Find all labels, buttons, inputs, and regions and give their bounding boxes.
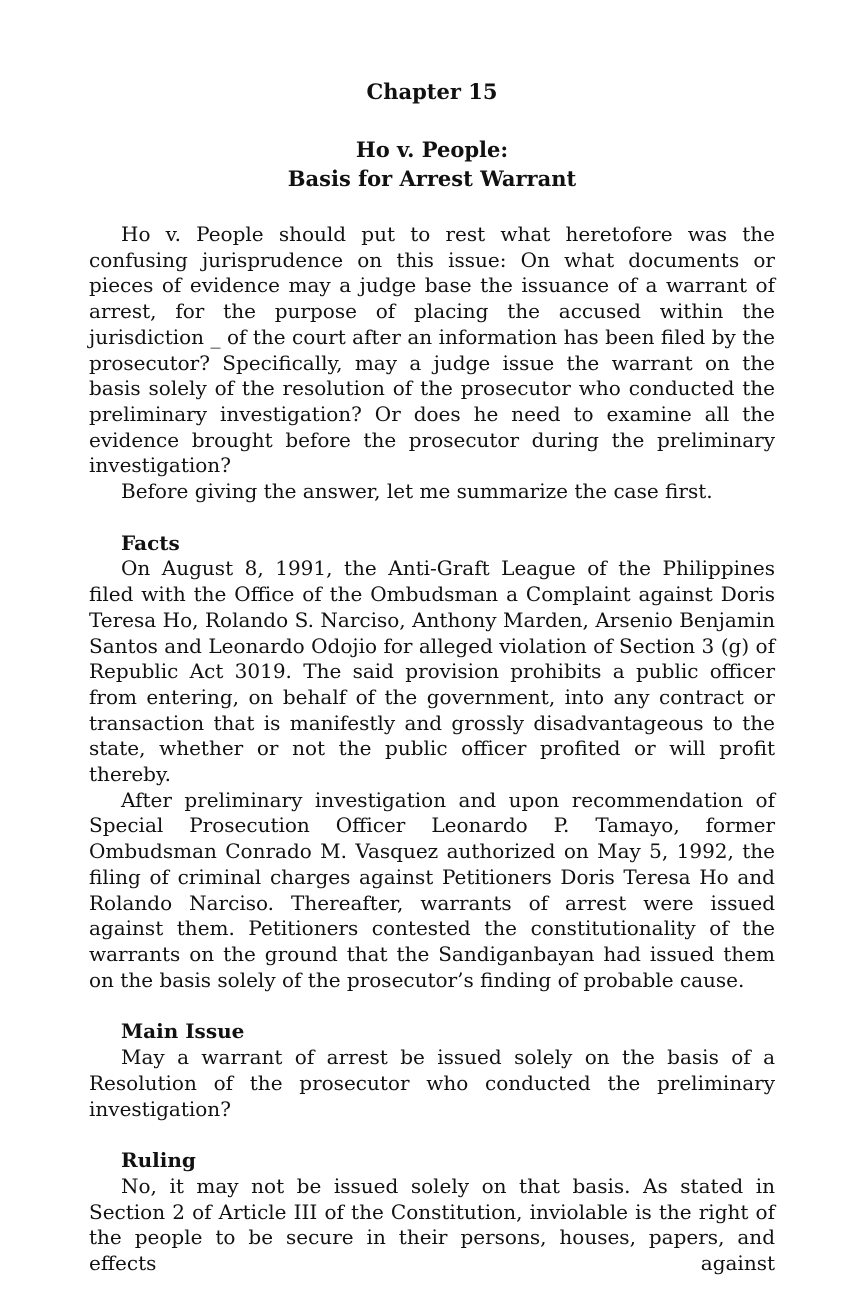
chapter-label: Chapter 15 [366,79,498,104]
main-issue-paragraph: May a warrant of arrest be issued solely on the basis of a Resolution of the prosecutor who conducted the preliminary investigation? [89,1045,775,1121]
chapter-title-line-2: Basis for Arrest Warrant [287,166,577,191]
document-page [89,78,775,1277]
chapter-title-line-1: Ho v. People: [355,137,509,162]
facts-heading: Facts [121,530,180,555]
ruling-paragraph: No, it may not be issued solely on that basis. As stated in Section 2 of Article III of the Constitution, inviolable is the right of the people to be secure in their persons, houses, papers, and effects against [89,1173,775,1276]
main-issue-heading: Main Issue [121,1019,245,1044]
facts-paragraph-2: After preliminary investigation and upon recommendation of Special Prosecution Officer Leonardo P. Tamayo, former Ombudsman Conrado M. Vasquez authorized on May 5, 1992, the filing of criminal charges against Petitioners Doris Teresa Ho and Rolando Narciso. Thereafter, warrants of arrest were issued against them. Petitioners contested the constitutionality of the warrants on the ground that the Sandiganbayan had issued them on the basis solely of the prosecutor’s finding of probable cause. [89,787,775,992]
intro-paragraph-2: Before giving the answer, let me summarize the case first. [121,479,713,504]
chapter-title [89,135,775,193]
spacer [89,193,775,222]
spacer [89,1122,775,1148]
intro-paragraph-1: Ho v. People should put to rest what heretofore was the confusing jurisprudence on this issue: On what documents or pieces of evidence may a judge base the issuance of a warrant of arrest, for the purpose of placing the accused within the jurisdiction _ of the court after an information has been filed by the prosecutor? Specifically, may a judge issue the warrant on the basis solely of the resolution of the prosecutor who conducted the preliminary investigation? Or does he need to examine all the evidence brought before the prosecutor during the preliminary investigation? [89,222,775,478]
ruling-heading: Ruling [121,1148,196,1173]
spacer [89,505,775,531]
facts-paragraph-1: On August 8, 1991, the Anti-Graft League of the Philippines filed with the Office of the Ombudsman a Complaint against Doris Teresa Ho, Rolando S. Narciso, Anthony Marden, Arsenio Benjamin Santos and Leonardo Odojio for alleged violation of Section 3 (g) of Republic Act 3019. The said provision prohibits a public officer from entering, on behalf of the government, into any contract or transaction that is manifestly and grossly disadvantageous to the state, whether or not the public officer profited or will profit thereby. [89,556,775,787]
spacer [89,993,775,1019]
